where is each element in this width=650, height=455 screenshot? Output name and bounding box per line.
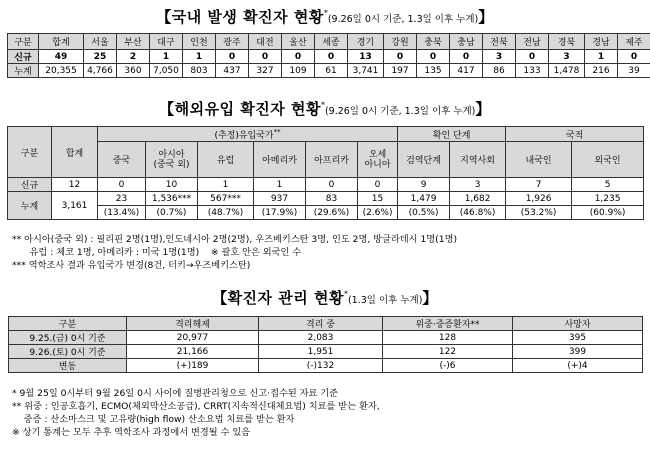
overseas-h-asia-line1: 아시아 (158, 149, 185, 160)
management-cell: (+)4 (513, 359, 643, 373)
overseas-pct-cell: (2.6%) (358, 206, 398, 220)
domestic-title (0, 6, 650, 27)
overseas-h-america: 아메리카 (254, 142, 306, 178)
overseas-h-total: 합계 (52, 127, 98, 178)
management-cell: 399 (513, 345, 643, 359)
domestic-header-cell: 인천 (183, 34, 216, 50)
domestic-header-cell: 대전 (249, 34, 282, 50)
note-line: ※ 상기 통계는 모두 추후 역학조사 과정에서 변경될 수 있음 (12, 427, 251, 438)
overseas-h-oceania (358, 142, 398, 178)
domestic-cell: 0 (516, 50, 549, 64)
overseas-h-confirm-group: 확인 단계 (398, 127, 506, 142)
overseas-h-country-sup: ** (273, 127, 281, 136)
overseas-h-asia-line2: (중국 외) (153, 159, 190, 170)
domestic-cell: 13 (348, 50, 384, 64)
overseas-h-oceania-line1: 오세 (368, 149, 387, 160)
domestic-row-label: 신규 (8, 50, 39, 64)
overseas-new-cell: 0 (358, 178, 398, 192)
overseas-subtitle: (9.26일 0시 기준, 1.3일 이후 누계) (324, 106, 476, 117)
domestic-header-cell: 대구 (150, 34, 183, 50)
domestic-header-cell: 합계 (39, 34, 84, 50)
domestic-cell: 4,766 (84, 64, 117, 78)
overseas-new-cell: 5 (572, 178, 644, 192)
domestic-new-row (8, 50, 650, 64)
overseas-new-cell: 7 (506, 178, 572, 192)
domestic-cell: 437 (216, 64, 249, 78)
note-line: ** 위중 : 인공호흡기, ECMO(체외막산소공급), CRRT(지속적신대체요법) 치료를 받는 환자, (12, 401, 380, 412)
overseas-cum-cell: 567*** (198, 192, 254, 206)
overseas-new-cell: 9 (398, 178, 450, 192)
overseas-pct-cell: (46.8%) (450, 206, 506, 220)
domestic-header-cell: 강원 (384, 34, 417, 50)
domestic-cell: 20,355 (39, 64, 84, 78)
overseas-cum-cell: 937 (254, 192, 306, 206)
overseas-cum-cell: 1,926 (506, 192, 572, 206)
management-subtitle: (1.3일 이후 누계) (347, 295, 423, 306)
overseas-h-china: 중국 (98, 142, 146, 178)
domestic-cumulative-row (8, 64, 650, 78)
management-cell: (-)6 (383, 359, 513, 373)
overseas-h-korean: 내국인 (506, 142, 572, 178)
management-title (0, 287, 650, 308)
domestic-cell: 0 (384, 50, 417, 64)
overseas-title (0, 98, 650, 119)
management-header-cell: 사망자 (513, 317, 643, 331)
management-table (8, 316, 643, 373)
overseas-pct-cell: (53.2%) (506, 206, 572, 220)
domestic-header-cell: 경북 (549, 34, 585, 50)
domestic-header-cell: 세종 (315, 34, 348, 50)
domestic-subtitle: (9.26일 0시 기준, 1.3일 이후 누계) (327, 14, 479, 25)
overseas-h-europe: 유럽 (198, 142, 254, 178)
domestic-cell: 7,050 (150, 64, 183, 78)
management-row-label: 변동 (9, 359, 127, 373)
management-cell: 20,977 (127, 331, 259, 345)
domestic-header-cell: 구분 (8, 34, 39, 50)
domestic-cell: 0 (216, 50, 249, 64)
note-line: *** 역학조사 결과 유입국가 변경(8건, 터키→우즈베키스탄) (12, 260, 251, 271)
domestic-cell: 0 (282, 50, 315, 64)
domestic-cell: 0 (450, 50, 483, 64)
domestic-cell: 197 (384, 64, 417, 78)
management-cell: (-)132 (259, 359, 383, 373)
overseas-pct-cell: (0.7%) (146, 206, 198, 220)
overseas-new-cell: 1 (198, 178, 254, 192)
domestic-header-cell: 전남 (516, 34, 549, 50)
management-title-sup: * (343, 289, 348, 299)
domestic-header-cell: 부산 (117, 34, 150, 50)
overseas-title-end: 】 (475, 100, 491, 118)
overseas-new-cell: 1 (254, 178, 306, 192)
overseas-pct-cell: (13.4%) (98, 206, 146, 220)
domestic-title-end: 】 (478, 8, 494, 26)
domestic-cell: 0 (249, 50, 282, 64)
management-cell: 128 (383, 331, 513, 345)
management-cell: 122 (383, 345, 513, 359)
note-line: ** 아시아(중국 외) : 필리핀 2명(1명),인도네시아 2명(2명), 우즈베키스탄 3명, 인도 2명, 방글라데시 1명(1명) (12, 234, 458, 245)
domestic-cell: 1,478 (549, 64, 585, 78)
overseas-cum-cell: 15 (358, 192, 398, 206)
domestic-header-cell: 충북 (417, 34, 450, 50)
note-line: 중증 : 산소마스크 및 고유량(high flow) 산소요법 치료를 받는 환자 (12, 414, 295, 425)
management-cell: 395 (513, 331, 643, 345)
management-notes (12, 387, 380, 439)
management-title-end: 】 (422, 289, 438, 307)
overseas-new-cell: 10 (146, 178, 198, 192)
overseas-new-label: 신규 (8, 178, 52, 192)
domestic-cell: 49 (39, 50, 84, 64)
overseas-new-cell: 3 (450, 178, 506, 192)
domestic-cell: 327 (249, 64, 282, 78)
domestic-cell: 1 (585, 50, 618, 64)
domestic-header-cell: 제주 (618, 34, 650, 50)
domestic-cell: 3 (549, 50, 585, 64)
domestic-cell: 417 (450, 64, 483, 78)
management-header-cell: 격리 중 (259, 317, 383, 331)
management-header-cell: 위중·중증환자** (383, 317, 513, 331)
overseas-pct-cell: (60.9%) (572, 206, 644, 220)
domestic-cell: 133 (516, 64, 549, 78)
management-header-cell: 격리해제 (127, 317, 259, 331)
management-title-text: 【확진자 관리 현황 (212, 289, 344, 307)
overseas-h-gubun: 구분 (8, 127, 52, 178)
domestic-title-text: 【국내 발생 확진자 현황 (156, 8, 324, 26)
domestic-cell: 360 (117, 64, 150, 78)
overseas-pct-cell: (0.5%) (398, 206, 450, 220)
management-cell: (+)189 (127, 359, 259, 373)
overseas-cum-cell: 1,536*** (146, 192, 198, 206)
overseas-h-asia (146, 142, 198, 178)
domestic-header-cell: 서울 (84, 34, 117, 50)
domestic-cell: 803 (183, 64, 216, 78)
domestic-cell: 3 (483, 50, 516, 64)
overseas-cum-cell: 83 (306, 192, 358, 206)
note-line: 유럽 : 체코 1명, 아메리카 : 미국 1명(1명) ※ 괄호 안은 외국인 수 (12, 247, 302, 258)
domestic-header-cell: 광주 (216, 34, 249, 50)
overseas-h-country-label: (추정)유입국가 (214, 130, 274, 141)
domestic-cell: 0 (618, 50, 650, 64)
overseas-h-nation-group: 국적 (506, 127, 644, 142)
domestic-header-cell: 울산 (282, 34, 315, 50)
domestic-cell: 0 (417, 50, 450, 64)
domestic-cell: 3,741 (348, 64, 384, 78)
management-cell: 2,083 (259, 331, 383, 345)
domestic-title-sup: * (323, 8, 328, 18)
management-row-label: 9.25.(금) 0시 기준 (9, 331, 127, 345)
domestic-cell: 25 (84, 50, 117, 64)
overseas-title-text: 【해외유입 확진자 현황 (159, 100, 321, 118)
overseas-cum-total: 3,161 (52, 192, 98, 220)
overseas-cum-cell: 1,235 (572, 192, 644, 206)
overseas-h-country-group (98, 127, 398, 142)
domestic-cell: 216 (585, 64, 618, 78)
overseas-title-sup: * (320, 100, 325, 110)
note-line: * 9월 25일 0시부터 9월 26일 0시 사이에 질병관리청으로 신고·접수된 자료 기준 (12, 388, 339, 399)
domestic-row-label: 누계 (8, 64, 39, 78)
domestic-cell: 61 (315, 64, 348, 78)
domestic-cell: 2 (117, 50, 150, 64)
domestic-header-cell: 충남 (450, 34, 483, 50)
management-cell: 1,951 (259, 345, 383, 359)
domestic-cell: 39 (618, 64, 650, 78)
overseas-notes (12, 233, 457, 272)
domestic-cell: 86 (483, 64, 516, 78)
management-header-cell: 구분 (9, 317, 127, 331)
domestic-cell: 0 (315, 50, 348, 64)
domestic-cell: 1 (183, 50, 216, 64)
overseas-h-quarantine: 검역단계 (398, 142, 450, 178)
overseas-cum-cell: 23 (98, 192, 146, 206)
overseas-h-community: 지역사회 (450, 142, 506, 178)
overseas-h-foreigner: 외국인 (572, 142, 644, 178)
domestic-header-cell: 경기 (348, 34, 384, 50)
overseas-new-cell: 0 (306, 178, 358, 192)
domestic-header-cell: 전북 (483, 34, 516, 50)
domestic-cell: 135 (417, 64, 450, 78)
overseas-new-cell: 12 (52, 178, 98, 192)
domestic-header-row (8, 34, 650, 50)
overseas-h-africa: 아프리카 (306, 142, 358, 178)
overseas-cum-label: 누계 (8, 192, 52, 220)
domestic-cell: 1 (150, 50, 183, 64)
overseas-cum-cell: 1,682 (450, 192, 506, 206)
overseas-pct-cell: (17.9%) (254, 206, 306, 220)
domestic-cell: 109 (282, 64, 315, 78)
overseas-pct-cell: (29.6%) (306, 206, 358, 220)
overseas-cum-cell: 1,479 (398, 192, 450, 206)
overseas-h-oceania-line2: 아니아 (364, 159, 391, 170)
management-cell: 21,166 (127, 345, 259, 359)
overseas-table (7, 126, 644, 220)
management-row-label: 9.26.(토) 0시 기준 (9, 345, 127, 359)
overseas-pct-cell: (48.7%) (198, 206, 254, 220)
domestic-header-cell: 경남 (585, 34, 618, 50)
overseas-new-cell: 0 (98, 178, 146, 192)
domestic-table (7, 33, 650, 78)
